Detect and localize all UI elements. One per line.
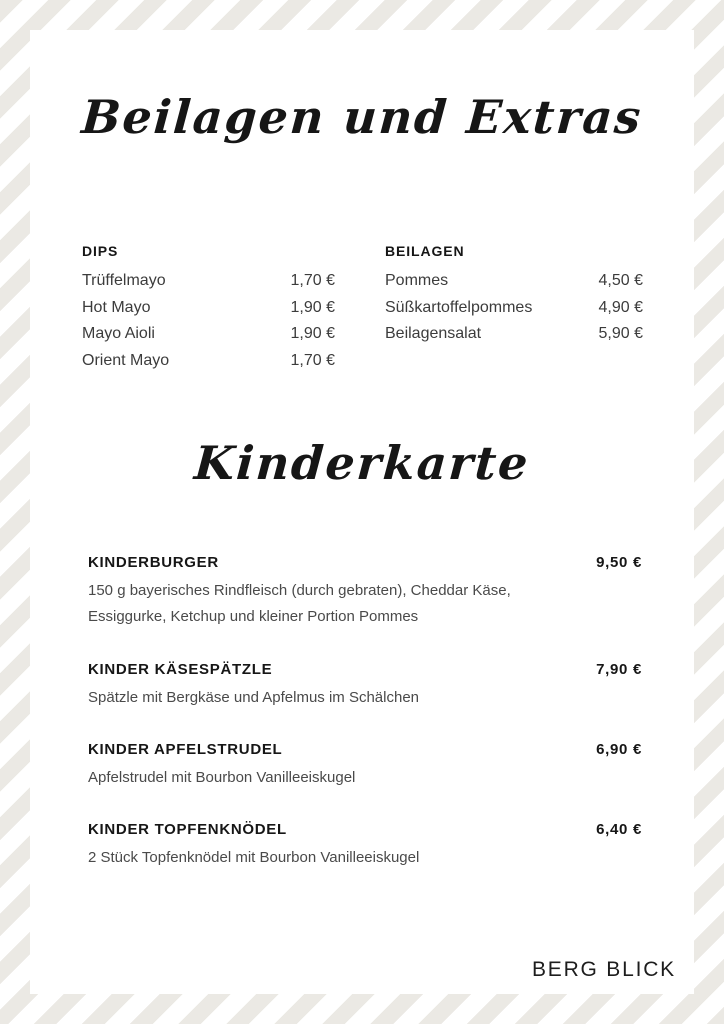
item-name: Mayo Aioli — [82, 325, 155, 342]
item-name: Trüffelmayo — [82, 272, 166, 289]
item-description: 150 g bayerisches Rindfleisch (durch gebraten), Cheddar Käse, Essiggurke, Ketchup und kleiner Portion Pommes — [88, 582, 511, 626]
item-price: 1,90 € — [290, 298, 335, 316]
beilagen-column — [385, 243, 643, 348]
menu-row — [82, 348, 335, 375]
item-price: 7,90 € — [596, 660, 642, 678]
kids-menu-list — [88, 554, 642, 901]
menu-row — [385, 295, 643, 322]
item-price: 9,50 € — [596, 554, 642, 571]
item-name: Hot Mayo — [82, 298, 151, 316]
item-description: 2 Stück Topfenknödel mit Bourbon Vanilleeiskugel — [88, 849, 420, 866]
menu-item-header — [88, 554, 642, 571]
menu-item-kaesespaetzle — [88, 661, 642, 711]
item-name: Pommes — [385, 272, 449, 289]
menu-row — [385, 268, 643, 295]
item-name: KINDER APFELSTRUDEL — [88, 740, 283, 758]
menu-item-header — [88, 821, 642, 838]
menu-item-topfenknoedel — [88, 821, 642, 871]
item-name: KINDER KÄSESPÄTZLE — [88, 660, 273, 678]
item-price: 1,70 € — [290, 351, 335, 369]
item-price: 1,90 € — [290, 325, 335, 342]
dips-heading: DIPS — [82, 243, 119, 259]
dips-column — [82, 243, 335, 374]
menu-row — [82, 268, 335, 295]
menu-row — [385, 321, 643, 348]
menu-item-header — [88, 741, 642, 758]
menu-content-panel — [30, 30, 694, 994]
beilagen-heading: BEILAGEN — [385, 243, 465, 259]
section-title-kids: Kinderkarte — [192, 436, 532, 490]
item-name: KINDERBURGER — [88, 554, 219, 571]
item-price: 1,70 € — [290, 272, 335, 289]
menu-row — [82, 295, 335, 322]
menu-item-kinderburger — [88, 554, 642, 631]
item-price: 5,90 € — [598, 325, 643, 342]
item-description: Spätzle mit Bergkäse und Apfelmus im Schälchen — [88, 688, 420, 706]
item-price: 6,90 € — [596, 740, 642, 758]
item-description: Apfelstrudel mit Bourbon Vanilleeiskugel — [88, 768, 356, 786]
menu-item-header — [88, 661, 642, 678]
item-name: Süßkartoffelpommes — [385, 298, 533, 316]
item-price: 6,40 € — [596, 821, 642, 838]
menu-item-apfelstrudel — [88, 741, 642, 791]
item-name: KINDER TOPFENKNÖDEL — [88, 821, 287, 838]
brand-logo-text: BERG BLICK — [531, 958, 676, 981]
item-price: 4,90 € — [598, 298, 643, 316]
item-price: 4,50 € — [598, 272, 643, 289]
menu-row — [82, 321, 335, 348]
item-name: Orient Mayo — [82, 351, 170, 369]
section-title-sides: Beilagen und Extras — [79, 90, 645, 144]
item-name: Beilagensalat — [385, 325, 482, 342]
